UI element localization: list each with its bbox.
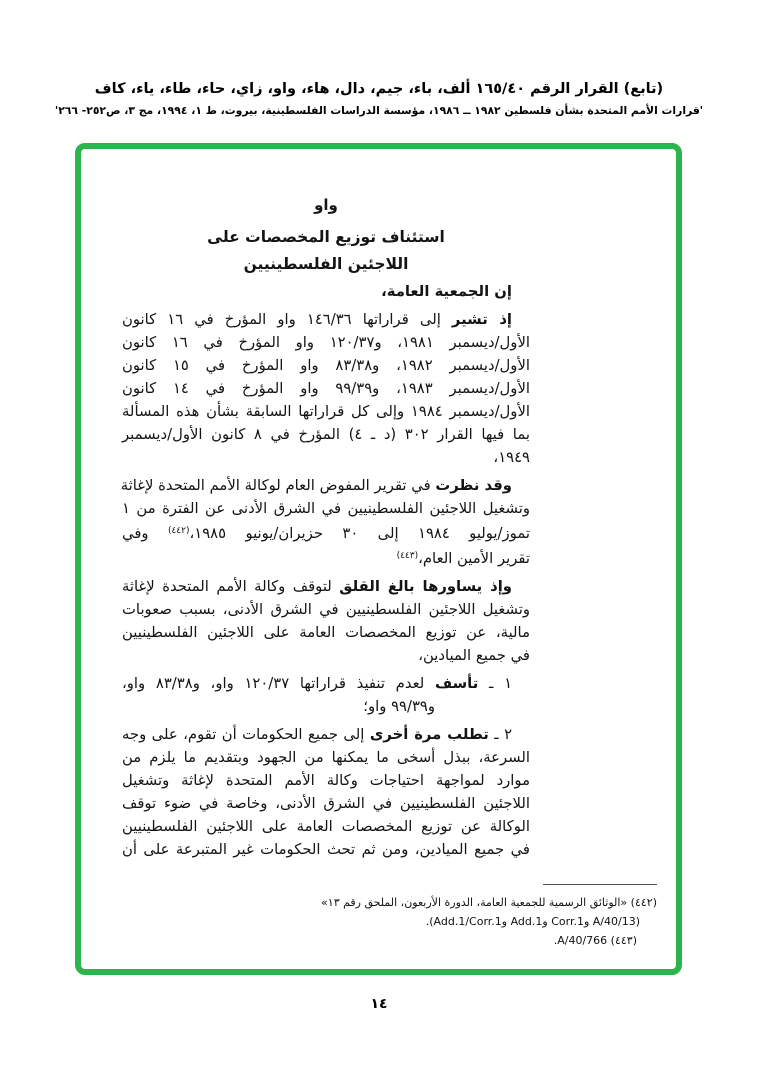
body-line: في جميع الميادين، ومن ثم تحث الحكومات غير المتبرعة على أن	[122, 841, 530, 858]
body-line: ١ ـ تأسف لعدم تنفيذ قراراتها ١٢٠/٣٧ واو، و٨٣/٣٨ واو،	[122, 675, 513, 692]
body-line: مالية، عن توزيع المخصصات العامة على اللاجئين الفلسطينيين	[122, 624, 530, 641]
resolution-paragraphs	[122, 280, 530, 861]
resolution-frame	[75, 143, 682, 975]
paragraph	[122, 474, 530, 570]
body-line: تموز/يوليو ١٩٨٤ إلى ٣٠ حزيران/يونيو ١٩٨٥،$^{(٤٤٢)}$ وفي	[122, 525, 530, 542]
body-line: الأول/ديسمبر ١٩٨١، و١٢٠/٣٧ واو المؤرخ في ١٦ كانون	[122, 334, 530, 351]
body-line: الوكالة عن توزيع المخصصات العامة على اللاجئين الفلسطينيين	[122, 818, 530, 835]
body-line: إذ تشير إلى قراراتها ١٤٦/٣٦ واو المؤرخ في ١٦ كانون	[122, 311, 512, 328]
body-line: إن الجمعية العامة،	[381, 283, 512, 300]
body-line: الأول/ديسمبر ١٩٨٣، و٩٩/٣٩ واو المؤرخ في ١٤ كانون	[122, 380, 531, 397]
resolution-content	[122, 194, 530, 866]
body-line: وإذ يساورها بالغ القلق لتوقف وكالة الأمم المتحدة لإغاثة	[122, 578, 513, 595]
body-line: تقرير الأمين العام،$^{(٤٤٣)}$	[396, 550, 530, 567]
footnote-line: (٤٤٢) «الوثائق الرسمية للجمعية العامة، الدورة الأربعون، الملحق رقم ١٣»	[321, 896, 657, 909]
body-line: الأول/ديسمبر ١٩٨٢، و٨٣/٣٨ واو المؤرخ في ١٥ كانون	[122, 357, 531, 374]
body-line: الأول/ديسمبر ١٩٨٤ وإلى كل قراراتها السابقة بشأن هذه المسألة	[122, 403, 530, 420]
paragraph	[122, 280, 530, 303]
body-line: وتشغيل اللاجئين الفلسطينيين في الشرق الأدنى عن الفترة من ١	[122, 500, 530, 517]
resolution-title	[122, 224, 530, 278]
body-line: ٢ ـ تطلب مرة أخرى إلى جميع الحكومات أن تقوم، على وجه	[122, 726, 513, 743]
paragraph	[122, 672, 530, 718]
body-line: السرعة، ببذل أسخى ما يمكنها من الجهود وبتقديم ما يلزم من	[122, 749, 530, 766]
footnote-divider	[543, 884, 657, 885]
footnote-line: (٤٤٣) A/40/766.	[553, 934, 637, 947]
paragraph	[122, 575, 530, 667]
resolution-title-line: استئناف توزيع المخصصات على	[207, 228, 445, 246]
section-letter: واو	[314, 196, 338, 214]
header-resolution-title: (تابع) القرار الرقم ١٦٥/٤٠ ألف، باء، جيم، دال، هاء، واو، زاي، حاء، طاء، ياء، كاف	[94, 81, 664, 97]
body-line: وقد نظرت في تقرير المفوض العام لوكالة الأمم المتحدة لإغاثة	[120, 477, 512, 494]
footnotes	[287, 889, 657, 950]
body-line: ١٩٤٩،	[493, 449, 530, 466]
header-source-citation: 'قرارات الأمم المتحدة بشأن فلسطين ١٩٨٢ ــ ١٩٨٦، مؤسسة الدراسات الفلسطينية، بيروت، ط ١، ١٩٩٤، مج ٣، ص٢٥٢- ٢٦٦'	[54, 104, 704, 117]
page-number: ١٤	[370, 996, 388, 1012]
resolution-title-line: اللاجئين الفلسطينيين	[243, 255, 409, 273]
body-line: بما فيها القرار ٣٠٢ (د ـ ٤) المؤرخ في ٨ كانون الأول/ديسمبر	[122, 426, 530, 443]
body-line: موارد لمواجهة احتياجات وكالة الأمم المتحدة لإغاثة وتشغيل	[122, 772, 530, 789]
body-line: و٩٩/٣٩ واو؛	[363, 698, 435, 715]
paragraph	[122, 723, 530, 861]
paragraph	[122, 308, 530, 469]
body-line: وتشغيل اللاجئين الفلسطينيين في الشرق الأدنى، بسبب صعوبات	[122, 601, 530, 618]
body-line: اللاجئين الفلسطينيين في الشرق الأدنى، وخاصة في ضوء توقف	[122, 795, 530, 812]
footnote-line: (A/40/13 وCorr.1 وAdd.1 وAdd.1/Corr.1).	[425, 915, 640, 928]
body-line: في جميع الميادين،	[418, 647, 530, 664]
